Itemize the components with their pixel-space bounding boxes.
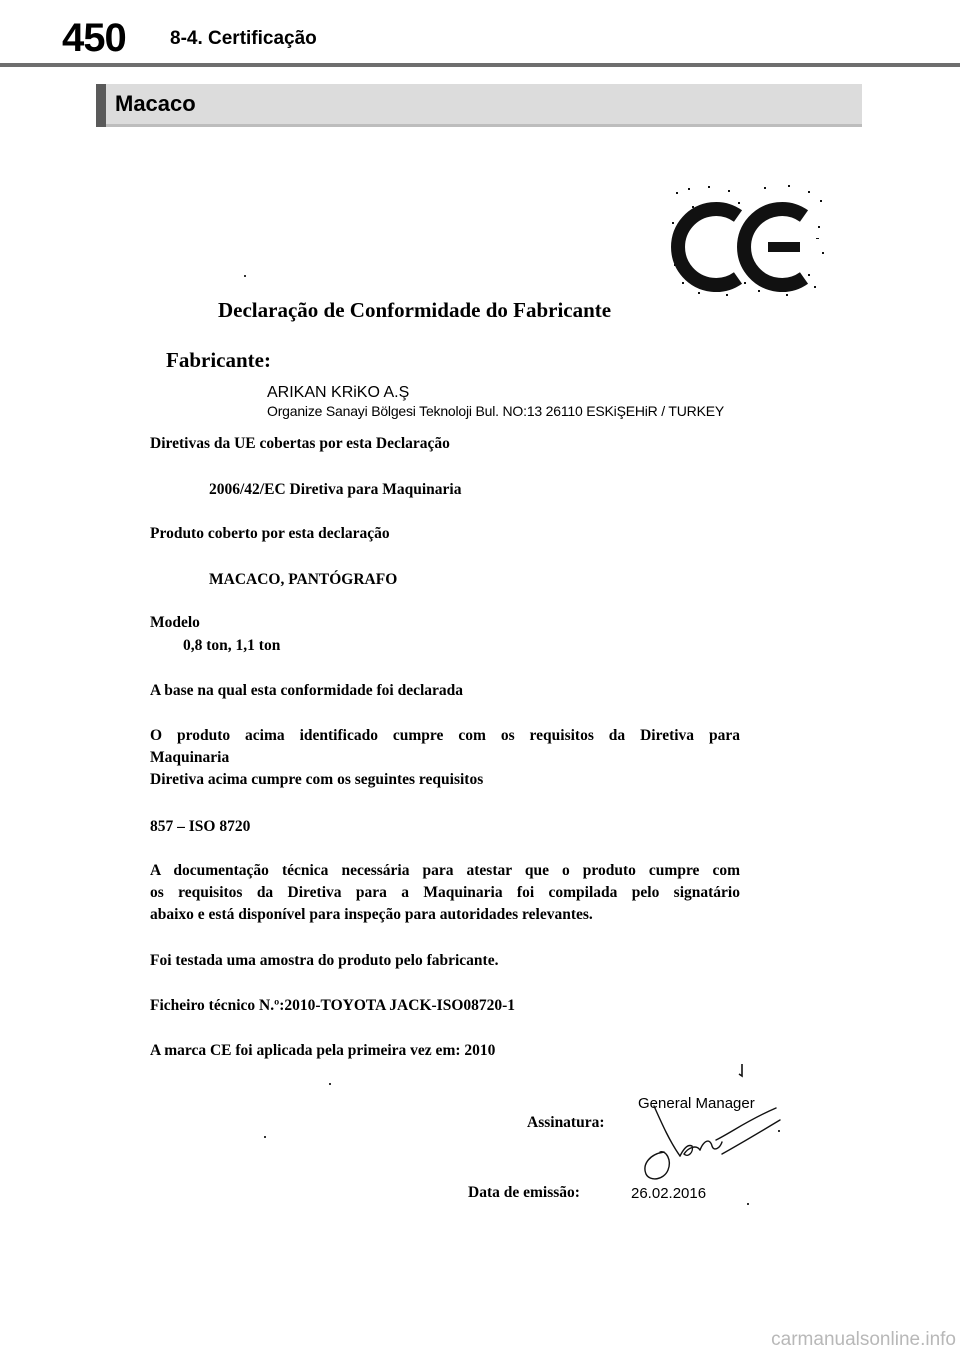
- scan-speck: [244, 275, 246, 277]
- page-number: 450: [62, 16, 126, 60]
- tick-mark: [737, 1063, 745, 1079]
- handwritten-signature: [636, 1090, 786, 1190]
- ce-logo: [668, 182, 826, 300]
- compliance-line: Diretiva acima cumpre com os seguintes requisitos: [150, 771, 484, 788]
- compliance-line: Maquinaria: [150, 749, 230, 766]
- scan-speck: [747, 1203, 749, 1205]
- directives-heading: Diretivas da UE cobertas por esta Declaração: [150, 435, 450, 452]
- scan-speck: [329, 1083, 331, 1085]
- compliance-line: O produto acima identificado cumpre com os requisitos da Diretiva para: [150, 727, 740, 744]
- documentation-line: abaixo e está disponível para inspeção para autoridades relevantes.: [150, 906, 593, 923]
- signer-title: General Manager: [638, 1095, 755, 1112]
- model-heading: Modelo: [150, 614, 200, 631]
- section-title: 8-4. Certificação: [170, 28, 317, 49]
- signature-label: Assinatura:: [527, 1114, 605, 1131]
- declaration-title: Declaração de Conformidade do Fabricante: [218, 298, 612, 322]
- manufacturer-label: Fabricante:: [166, 348, 271, 372]
- product-text: MACACO, PANTÓGRAFO: [209, 571, 398, 588]
- product-heading: Produto coberto por esta declaração: [150, 525, 390, 542]
- banner-accent-bar: [96, 84, 106, 127]
- scan-speck: [264, 1136, 266, 1138]
- compliance-paragraph: [150, 725, 740, 791]
- company-address: Organize Sanayi Bölgesi Teknoloji Bul. NO:13 26110 ESKiŞEHiR / TURKEY: [267, 403, 724, 419]
- issue-date-label: Data de emissão:: [468, 1184, 580, 1201]
- model-values: 0,8 ton, 1,1 ton: [183, 637, 281, 654]
- header-divider: [0, 63, 960, 67]
- sample-tested-text: Foi testada uma amostra do produto pelo fabricante.: [150, 952, 499, 969]
- banner-title: Macaco: [115, 91, 196, 116]
- documentation-line: A documentação técnica necessária para atestar que o produto cumpre com: [150, 862, 740, 879]
- basis-heading: A base na qual esta conformidade foi declarada: [150, 682, 464, 699]
- issue-date: 26.02.2016: [631, 1185, 707, 1202]
- section-banner: [96, 84, 862, 127]
- standard-text: 857 – ISO 8720: [150, 818, 251, 835]
- ce-first-applied-text: A marca CE foi aplicada pela primeira vez em: 2010: [150, 1042, 496, 1059]
- documentation-paragraph: [150, 860, 740, 926]
- technical-file-text: Ficheiro técnico N.º:2010-TOYOTA JACK-ISO08720-1: [150, 997, 516, 1014]
- documentation-line: os requisitos da Diretiva para a Maquinaria foi compilada pelo signatário: [150, 884, 740, 901]
- watermark: carmanualsonline.info: [771, 1329, 956, 1350]
- directive-text: 2006/42/EC Diretiva para Maquinaria: [209, 481, 462, 498]
- company-name: ARIKAN KRiKO A.Ş: [267, 384, 410, 401]
